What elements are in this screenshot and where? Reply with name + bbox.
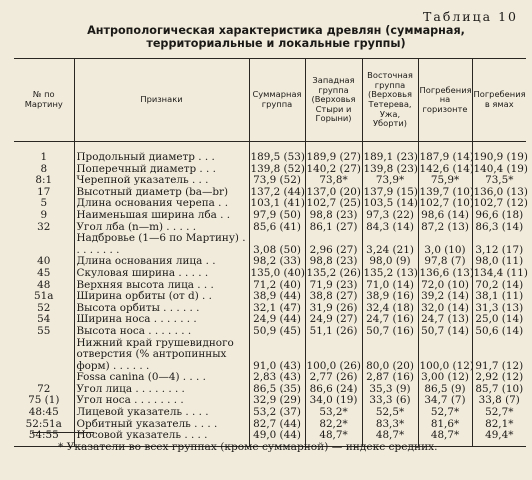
value-total: 135,0 (40) [250,266,305,279]
value-west: 86,1 (27) [305,222,362,234]
value-mound: 50,7 (14) [418,326,472,338]
header-pit: Погребения в ямах [472,59,526,142]
table-row [14,291,526,303]
value-east: 97,3 (22) [362,210,418,222]
value-west: 31,9 (26) [305,303,362,315]
value-mound: 136,6 (13) [419,266,474,279]
value-west: 98,8 (23) [305,256,362,268]
value-mound: 98,6 (14) [418,210,472,222]
value-total: 71,2 (40) [249,280,305,292]
value-mound: 3,00 (12) [418,372,472,384]
value-total: 98,2 (33) [249,256,305,268]
value-east: 2,87 (16) [362,372,418,384]
value-total: 91,0 (43) [249,338,305,373]
value-total: 38,9 (44) [249,291,305,303]
row-feature: Поперечный диаметр . . . [74,164,249,176]
value-mound: 86,5 (9) [418,384,472,396]
value-west: 98,8 (23) [305,210,362,222]
value-pit: 98,0 (11) [472,256,526,268]
header-feature: Признаки [74,59,249,142]
row-feature: Угол лба (n—m) . . . . . [74,222,249,234]
value-west: 189,9 (27) [305,142,362,164]
row-feature: Высота носа . . . . . . . [74,326,249,338]
value-total: 189,5 (53) [249,142,305,164]
row-num [14,233,74,256]
value-pit: 2,92 (12) [472,372,526,384]
value-total: 137,2 (44) [250,185,305,198]
value-pit: 50,6 (14) [472,326,526,338]
value-east: 103,5 (14) [363,197,418,210]
value-total: 50,9 (45) [249,326,305,338]
value-pit: 38,1 (11) [472,291,526,303]
table-row [14,210,526,222]
row-feature: Нижний край грушевидного отверстия (% антропинных форм) . . . . . . [74,338,249,373]
value-total: 2,83 (43) [249,372,305,384]
value-mound: 39,2 (14) [418,291,472,303]
value-east: 3,24 (21) [362,233,418,256]
row-num: 40 [14,256,74,268]
row-num: 52:51а [14,419,74,431]
row-feature: Высота орбиты . . . . . . [74,303,249,315]
footnote: * Указатели во всех группах (кроме суммарной) — индекс средних. [58,441,438,453]
row-feature: Скуловая ширина . . . . . [74,268,249,280]
value-east: 135,2 (13) [363,266,418,279]
value-pit: 86,3 (14) [472,222,526,234]
table-body [14,142,526,447]
value-pit: 70,2 (14) [472,280,526,292]
value-east: 139,8 (23) [363,162,418,175]
value-east: 84,3 (14) [362,222,418,234]
value-west: 137,0 (20) [306,185,361,198]
value-west: 86,6 (24) [305,384,362,396]
row-num: 1 [14,142,74,164]
row-num: 48:45 [14,407,74,419]
value-west: 73,8* [305,175,362,187]
value-west: 38,8 (27) [305,291,362,303]
value-total: 86,5 (35) [249,384,305,396]
value-pit: 136,0 (13) [473,185,528,198]
table-row [14,338,526,373]
value-total: 3,08 (50) [249,233,305,256]
value-east: 33,3 (6) [362,395,418,407]
value-mound: 3,0 (10) [418,233,472,256]
value-east: 83,3* [362,419,418,431]
row-num: 8:1 [14,175,74,187]
value-pit: 140,4 (19) [473,162,528,175]
row-feature: Орбитный указатель . . . . [74,419,249,431]
row-num: 48 [14,280,74,292]
row-feature: Верхняя высота лица . . . [74,280,249,292]
header-east: Восточная группа (Верховья Тетерева, Ужа, Уборти) [362,59,418,142]
row-feature: Высотный диаметр (ba—br) [74,187,249,199]
row-num: 51а [14,291,74,303]
value-pit: 91,7 (12) [472,338,526,373]
value-total: 103,1 (41) [250,197,305,210]
row-feature: Угол лица . . . . . . . . [74,384,249,396]
table-row [14,326,526,338]
value-pit: 190,9 (19) [472,142,526,164]
value-east: 52,5* [362,407,418,419]
value-east: 24,7 (16) [362,314,418,326]
value-west: 135,2 (26) [306,266,361,279]
row-feature: Надбровье (1—6 по Мартину) . . . . . . . . [74,233,249,256]
value-total: 82,7 (44) [249,419,305,431]
row-feature: Носовой указатель . . . . [74,430,249,446]
value-west: 102,7 (25) [306,197,361,210]
value-mound: 187,9 (14) [418,142,472,164]
value-east: 137,9 (15) [363,185,418,198]
value-mound: 75,9* [418,175,472,187]
value-mound: 48,7* [418,430,472,446]
row-feature: Лицевой указатель . . . . [74,407,249,419]
value-west: 2,96 (27) [305,233,362,256]
value-east: 71,0 (14) [362,280,418,292]
row-num: 5 [14,198,74,210]
row-num: 8 [14,164,74,176]
header-mound: Погребения на горизонте [418,59,472,142]
value-mound: 81,6* [418,419,472,431]
value-west: 24,9 (27) [305,314,362,326]
value-west: 34,0 (19) [305,395,362,407]
value-mound: 139,7 (10) [419,185,474,198]
value-pit: 102,7 (12) [473,197,528,210]
value-west: 2,77 (26) [305,372,362,384]
value-east: 48,7* [362,430,418,446]
table-row [14,233,526,256]
value-west: 140,2 (27) [306,162,361,175]
value-pit: 3,12 (17) [472,233,526,256]
row-feature: Ширина орбиты (от d) . . [74,291,249,303]
value-mound: 100,0 (12) [418,338,472,373]
header-total: Суммарная группа [249,59,305,142]
value-pit: 31,3 (13) [472,303,526,315]
value-west: 71,9 (23) [305,280,362,292]
value-pit: 82,1* [472,419,526,431]
footnote-rule [32,432,94,433]
row-num: 54 [14,314,74,326]
row-feature: Ширина носа . . . . . . . [74,314,249,326]
value-east: 98,0 (9) [362,256,418,268]
table-header-row [14,59,526,142]
value-pit: 96,6 (18) [472,210,526,222]
row-num: 45 [14,268,74,280]
table-row [14,142,526,164]
row-feature: Длина основания лица . . [74,256,249,268]
value-pit: 49,4* [472,430,526,446]
value-total: 32,9 (29) [249,395,305,407]
value-east: 32,4 (18) [362,303,418,315]
row-num: 17 [14,187,74,199]
value-total: 139,8 (52) [250,162,305,175]
row-feature: Угол носа . . . . . . . . [74,395,249,407]
row-num: 75 (1) [14,395,74,407]
row-feature: Наименьшая ширина лба . . [74,210,249,222]
row-num: 52 [14,303,74,315]
value-mound: 97,8 (7) [418,256,472,268]
value-east: 73,9* [362,175,418,187]
value-total: 49,0 (44) [249,430,305,446]
value-pit: 25,0 (14) [472,314,526,326]
value-pit: 73,5* [472,175,526,187]
row-num: 54:55 [14,430,74,446]
value-total: 24,9 (44) [249,314,305,326]
value-pit: 85,7 (10) [472,384,526,396]
table-number: Таблица 10 [423,9,518,24]
row-feature: Fossa canina (0—4) . . . . [74,372,249,384]
value-pit: 33,8 (7) [472,395,526,407]
value-west: 82,2* [305,419,362,431]
value-east: 50,7 (16) [362,326,418,338]
value-mound: 32,0 (14) [418,303,472,315]
header-num: № по Мартину [14,59,74,142]
value-total: 97,9 (50) [249,210,305,222]
row-num [14,338,74,373]
value-west: 100,0 (26) [305,338,362,373]
value-mound: 52,7* [418,407,472,419]
value-east: 80,0 (20) [362,338,418,373]
value-pit: 134,4 (11) [473,266,528,279]
row-num: 72 [14,384,74,396]
value-west: 53,2* [305,407,362,419]
value-east: 189,1 (23) [362,142,418,164]
value-east: 38,9 (16) [362,291,418,303]
value-mound: 24,7 (13) [418,314,472,326]
row-num: 32 [14,222,74,234]
row-num: 55 [14,326,74,338]
header-west: Западная группа (Верховья Стыри и Горыни) [305,59,362,142]
value-pit: 52,7* [472,407,526,419]
value-mound: 102,7 (10) [419,197,474,210]
row-num: 9 [14,210,74,222]
table-title: Антропологическая характеристика древлян (суммарная, территориальные и локальные группы) [87,24,465,50]
row-feature: Длина основания черепа . . [74,198,249,210]
value-east: 35,3 (9) [362,384,418,396]
value-mound: 142,6 (14) [419,162,474,175]
value-mound: 34,7 (7) [418,395,472,407]
table-row [14,268,526,280]
table-row [14,407,526,419]
row-feature: Продольный диаметр . . . [74,142,249,164]
value-west: 51,1 (26) [305,326,362,338]
anthropology-table [14,58,526,447]
value-total: 32,1 (47) [249,303,305,315]
row-feature: Черепной указатель . . . [74,175,249,187]
value-mound: 87,2 (13) [418,222,472,234]
value-total: 85,6 (41) [249,222,305,234]
value-mound: 72,0 (10) [418,280,472,292]
value-total: 73,9 (52) [249,175,305,187]
value-west: 48,7* [305,430,362,446]
value-total: 53,2 (37) [249,407,305,419]
